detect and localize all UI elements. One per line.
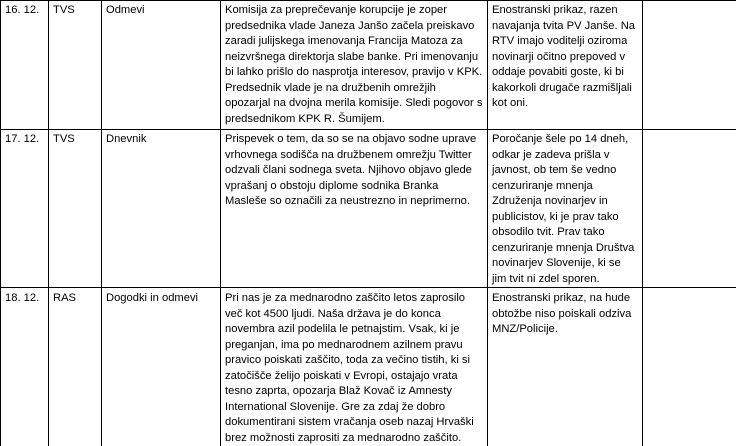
extra-cell <box>643 1 736 130</box>
summary-cell: Komisija za preprečevanje korupcije je zoper predsednika vlade Janeza Janšo začela preiskavo zaradi julijskega imenovanja Francija Matoza za neizvršnega direktorja slabe banke. Pri imenovanju bi lahko prišlo do nasprotja interesov, pravijo v KPK. Predsednik vlade je na družbenih omrežjih opozarjal na dvojna merila komisije. Sledi pogovor s predsednikom KPK R. Šumijem. <box>221 1 488 130</box>
extra-cell <box>643 288 736 446</box>
comment-cell: Poročanje šele po 14 dneh, odkar je zadeva prišla v javnost, ob tem še vedno cenzuriranje mnenja Združenja novinarjev in publicistov, ki je prav tako obsodilo tvit. Prav tako cenzuriranje mnenja Društva novinarjev Slovenije, ki se jim tvit ni zdel sporen. <box>488 130 643 288</box>
comment-cell: Enostranski prikaz, razen navajanja tvita PV Janše. Na RTV imajo voditelji oziroma novinarji očitno prepoved v oddaje povabiti goste, ki bi kakorkoli drugače razmišljali kot oni. <box>488 1 643 130</box>
table-row <box>1 130 736 288</box>
date-cell: 18. 12. <box>1 288 49 446</box>
table-row <box>1 1 736 130</box>
summary-cell: Pri nas je za mednarodno zaščito letos zaprosilo več kot 4500 ljudi. Naša država je do konca novembra azil podelila le petnajstim. Vsak, ki je preganjan, ima po mednarodnem azilnem pravu pravico poiskati zaščito, toda za večino tistih, ki si zatočišče želijo poiskati v Evropi, ostajajo vrata tesno zaprta, opozarja Blaž Kovač iz Amnesty International Slovenije. Gre za zdaj že dobro dokumentirani sistem vračanja oseb nazaj Hrvaški brez možnosti zaprositi za mednarodno zaščito. <box>221 288 488 446</box>
table-row <box>1 288 736 446</box>
channel-cell: TVS <box>49 130 102 288</box>
show-cell: Odmevi <box>102 1 221 130</box>
comment-cell: Enostranski prikaz, na hude obtožbe niso poiskali odziva MNZ/Policije. <box>488 288 643 446</box>
date-cell: 17. 12. <box>1 130 49 288</box>
extra-cell <box>643 130 736 288</box>
show-cell: Dogodki in odmevi <box>102 288 221 446</box>
show-cell: Dnevnik <box>102 130 221 288</box>
summary-cell: Prispevek o tem, da so se na objavo sodne uprave vrhovnega sodišča na družbenem omrežju Twitter odzvali člani sodnega sveta. Njihovo objavo glede vprašanj o obstoju diplome sodnika Branka Masleše so označili za neustrezno in neprimerno. <box>221 130 488 288</box>
channel-cell: TVS <box>49 1 102 130</box>
channel-cell: RAS <box>49 288 102 446</box>
date-cell: 16. 12. <box>1 1 49 130</box>
